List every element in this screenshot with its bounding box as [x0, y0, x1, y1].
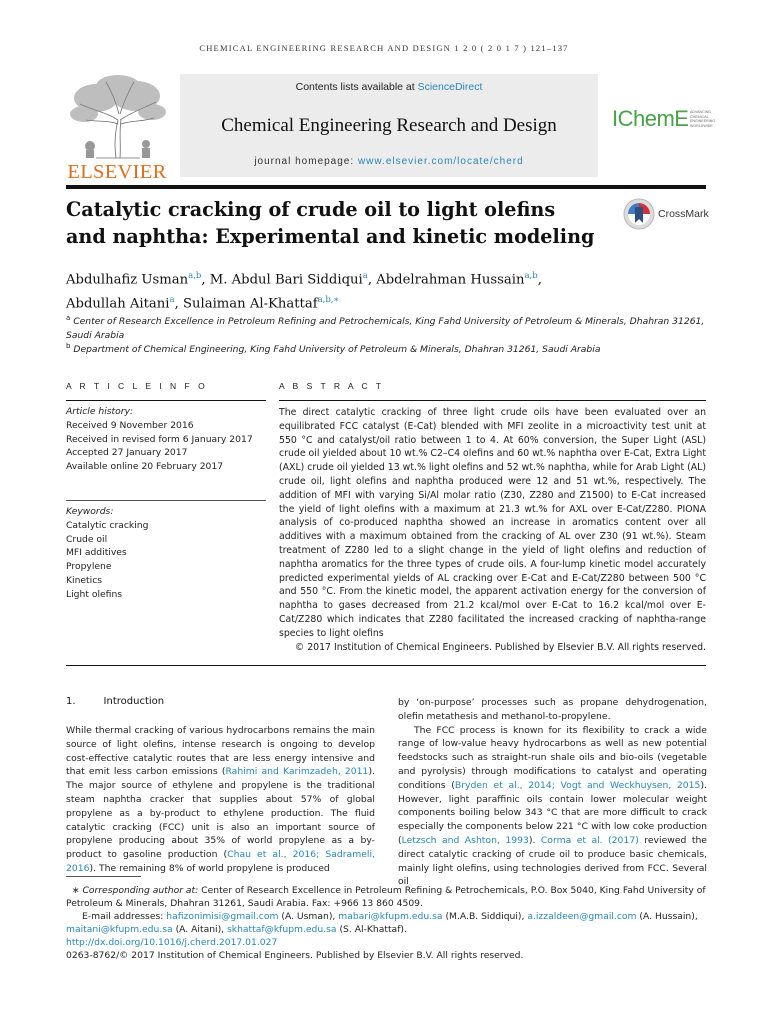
- email-link[interactable]: skhattaf@kfupm.edu.sa: [227, 924, 337, 935]
- email-owner: (M.A.B. Siddiqui),: [442, 911, 528, 922]
- homepage-prefix: journal homepage:: [254, 156, 358, 167]
- text-run: ).: [528, 834, 541, 846]
- header-rule: [66, 185, 706, 189]
- keyword-item: Propylene: [66, 561, 112, 573]
- citation-link[interactable]: Rahimi and Karimzadeh, 2011: [225, 766, 369, 778]
- affiliation-b: [66, 339, 706, 357]
- running-head: CHEMICAL ENGINEERING RESEARCH AND DESIGN 1 2 0 ( 2 0 1 7 ) 121–137: [199, 43, 569, 53]
- corresponding-text: Corresponding author at: Center of Research Excellence in Petroleum Refining & Petrochemicals, P.O. Box 5040, King Fahd University of Petroleum & Minerals, Dhahran 31261, Saudi Arabia. Fax: +966 13 860 4509.: [66, 885, 706, 909]
- email-owner: (A. Aitani),: [172, 924, 227, 935]
- abstract: [279, 406, 706, 654]
- keywords: [66, 505, 266, 602]
- text-run: While thermal cracking of various hydrocarbons remains the main source of light olefins, intense research is ongoing to develop cost-effective catalytic routes that are less energy intensive and that emit less carbon emissions (: [66, 725, 375, 778]
- author-affiliation-mark[interactable]: a,b: [188, 271, 202, 281]
- footnotes: [66, 884, 706, 962]
- author-line-2: Abdullah Aitani$^a$, Sulaiman Al-Khattaf$^{a,b,∗}$: [66, 295, 340, 312]
- article-history: [66, 405, 266, 474]
- text-run: ). The remaining 8% of world propylene is produced: [89, 862, 330, 874]
- icheme-tagline: ADVANCING CHEMICAL ENGINEERING WORLDWIDE: [690, 110, 716, 128]
- doi-link[interactable]: http://dx.doi.org/10.1016/j.cherd.2017.01.027: [66, 937, 278, 948]
- abstract-copyright: © 2017 Institution of Chemical Engineers. Published by Elsevier B.V. All rights reserved.: [294, 641, 706, 653]
- history-revised: Received in revised form 6 January 2017: [66, 433, 253, 445]
- issn-line: 0263-8762/© 2017 Institution of Chemical Engineers. Published by Elsevier B.V. All rights reserved.: [66, 950, 524, 961]
- body-column-left: [66, 724, 375, 876]
- citation-link[interactable]: Chau et al., 2016; Sadrameli, 2016: [66, 849, 375, 874]
- section-heading-introduction: [66, 696, 164, 707]
- email-addresses: [66, 910, 706, 936]
- elsevier-tree-icon: [66, 74, 168, 160]
- text-run: ). The major source of ethylene and propylene is the traditional steam naphtha cracker that supplies about 57% of global propylene as a by-product to ethylene production. The fluid catalytic cracking (FCC) unit is also an important source of propylene producing about 35% of world propylene as a by-product to gasoline production (: [66, 766, 375, 861]
- keyword-item: Light olefins: [66, 588, 123, 600]
- author-name[interactable]: Abdelrahman Hussain: [376, 272, 525, 288]
- keywords-rule: [66, 500, 266, 501]
- article-info-rule: [66, 400, 266, 401]
- keyword-item: Catalytic cracking: [66, 519, 149, 531]
- body-column-right: [398, 696, 707, 889]
- citation-link[interactable]: Letzsch and Ashton, 1993: [401, 834, 529, 846]
- email-link[interactable]: a.izzaldeen@gmail.com: [527, 911, 637, 922]
- keyword-item: Crude oil: [66, 533, 108, 545]
- author-affiliation-mark[interactable]: a,b,∗: [317, 295, 340, 306]
- author-name[interactable]: M. Abdul Bari Siddiqui: [209, 272, 363, 288]
- affiliation-mark: b: [66, 342, 71, 350]
- abstract-bottom-rule: [66, 665, 706, 666]
- paragraph: [398, 724, 707, 890]
- article-info-heading: A R T I C L E I N F O: [66, 381, 208, 391]
- affiliation-mark: a: [66, 314, 71, 322]
- email-link[interactable]: maitani@kfupm.edu.sa: [66, 924, 173, 935]
- article-title: Catalytic cracking of crude oil to light olefins and naphtha: Experimental and kinetic modeling: [66, 198, 595, 248]
- affiliation-text: Department of Chemical Engineering, King Fahd University of Petroleum & Minerals, Dhahran 31261, Saudi Arabia: [73, 344, 601, 356]
- keywords-label: Keywords:: [66, 506, 114, 517]
- abstract-heading: A B S T R A C T: [279, 381, 385, 391]
- history-received: Received 9 November 2016: [66, 419, 194, 431]
- author-affiliation-mark[interactable]: a: [169, 295, 175, 306]
- journal-title[interactable]: Chemical Engineering Research and Design: [221, 115, 557, 136]
- paragraph: by ‘on-purpose’ processes such as propane dehydrogenation, olefin metathesis and methanol-to-propylene.: [398, 697, 707, 722]
- author-affiliation-mark[interactable]: a,b: [524, 271, 538, 281]
- journal-banner: [180, 74, 598, 177]
- icheme-wordmark: IChemE: [612, 106, 689, 131]
- crossmark-label: CrossMark: [658, 208, 709, 220]
- homepage-line: [180, 156, 598, 167]
- citation-link[interactable]: Bryden et al., 2014; Vogt and Weckhuysen, 2015: [454, 779, 701, 791]
- abstract-body: The direct catalytic cracking of three light crude oils have been evaluated over an equilibrated FCC catalyst (E-Cat) blended with MFI zeolite in a microactivity test unit at 550 °C and catalyst/oil ratio between 1 to 4. At 60% conversion, the Super Light (ASL) crude oil yielded about 10 wt.% C2–C4 olefins and 60 wt.% naphtha over E-Cat, Extra Light (AXL) crude oil yielded 13 wt.% light olefins and 52 wt.% naphtha, while for Arab Light (AL) crude oil, light olefins and naphtha produced were 12 and 51 wt.%, respectively. The addition of MFI with varying Si/Al molar ratio (Z30, Z280 and Z1500) to E-Cat increased the yield of light olefins with a maximum at 21.3 wt.% for AXL over E-Cat/Z280. PIONA analysis of co-produced naphtha showed an increase in aromatics content over all additives with a maximum obtained from the cracking of AL over Z30 (91 wt.%). Steam treatment of Z280 led to a slight change in the yield of light olefins and reduction of naphtha aromatics for the three types of crude oils. A four-lump kinetic model accurately predicted experimental yields of AL cracking over E-Cat and E-Cat/Z280 between 500 °C and 550 °C. From the kinetic model, the apparent activation energy for the conversion of naphtha to gases decreased from 21.2 kcal/mol over E-Cat to 16.2 kcal/mol over E-Cat/Z280 which indicates that Z280 facilitated the increased cracking of naphtha-range species to light olefins: [279, 407, 706, 639]
- sciencedirect-link[interactable]: ScienceDirect: [417, 81, 483, 93]
- keyword-item: MFI additives: [66, 547, 127, 559]
- author-name[interactable]: Sulaiman Al-Khattaf: [182, 296, 318, 312]
- corresponding-author-note: ∗ Corresponding author at: Center of Research Excellence in Petroleum Refining & Petrochemicals, P.O. Box 5040, King Fahd University of Petroleum & Minerals, Dhahran 31261, Saudi Arabia. Fax: +966 13 860 4509.: [66, 885, 706, 909]
- contents-line: [180, 81, 598, 93]
- elsevier-logo[interactable]: [66, 74, 168, 184]
- history-label: Article history:: [66, 406, 134, 417]
- text-run: The FCC process is known for its flexibility to crack a wide range of low-value heavy hydrocarbons as well as new potential feedstocks such as straight-run shale oils and bio-oils (vegetable and pyrolysis) through modifications to catalyst and operating conditions (: [398, 724, 707, 791]
- crossmark-icon: [623, 198, 655, 230]
- history-online: Available online 20 February 2017: [66, 461, 224, 473]
- icheme-logo[interactable]: [612, 106, 716, 140]
- author-affiliation-mark[interactable]: a: [362, 271, 368, 281]
- email-owner: (S. Al-Khattaf).: [336, 924, 407, 935]
- crossmark-badge[interactable]: [623, 198, 723, 232]
- footnote-rule: [66, 876, 141, 877]
- publisher-name: ELSEVIER: [67, 161, 167, 183]
- author-name[interactable]: Abdullah Aitani: [66, 296, 170, 312]
- author-list: [66, 266, 706, 315]
- affiliation-text: Center of Research Excellence in Petroleum Refining and Petrochemicals, King Fahd University of Petroleum & Minerals, Dhahran 31261, Saudi Arabia: [66, 316, 705, 342]
- section-title: Introduction: [103, 696, 165, 707]
- homepage-link[interactable]: www.elsevier.com/locate/cherd: [357, 156, 524, 167]
- author-line-1: Abdulhafiz Usman$^{a,b}$, M. Abdul Bari Siddiqui$^a$, Abdelrahman Hussain$^{a,b}$,: [66, 271, 542, 288]
- abstract-rule: [279, 400, 706, 401]
- email-owner: (A. Hussain),: [636, 911, 698, 922]
- citation-link[interactable]: Corma et al. (2017): [540, 834, 639, 846]
- text-run: reviewed the direct catalytic cracking of crude oil to produce basic chemicals, mainly light olefins, using technologies derived from FCC. Several oil: [398, 834, 707, 888]
- author-name[interactable]: Abdulhafiz Usman: [66, 272, 189, 288]
- email-link[interactable]: hafizonimisi@gmail.com: [166, 911, 279, 922]
- email-label: E-mail addresses:: [82, 911, 167, 922]
- keyword-item: Kinetics: [66, 574, 103, 586]
- email-owner: (A. Usman),: [278, 911, 339, 922]
- email-link[interactable]: mabari@kfupm.edu.sa: [338, 911, 443, 922]
- history-accepted: Accepted 27 January 2017: [66, 447, 188, 459]
- text-run: ). However, light paraffinic oils contain lower molecular weight components boiling below 343 °C that are more difficult to crack especially the components below 221 °C with low coke production (: [398, 779, 707, 846]
- contents-prefix: Contents lists available at: [295, 81, 418, 93]
- section-number: 1.: [66, 696, 76, 707]
